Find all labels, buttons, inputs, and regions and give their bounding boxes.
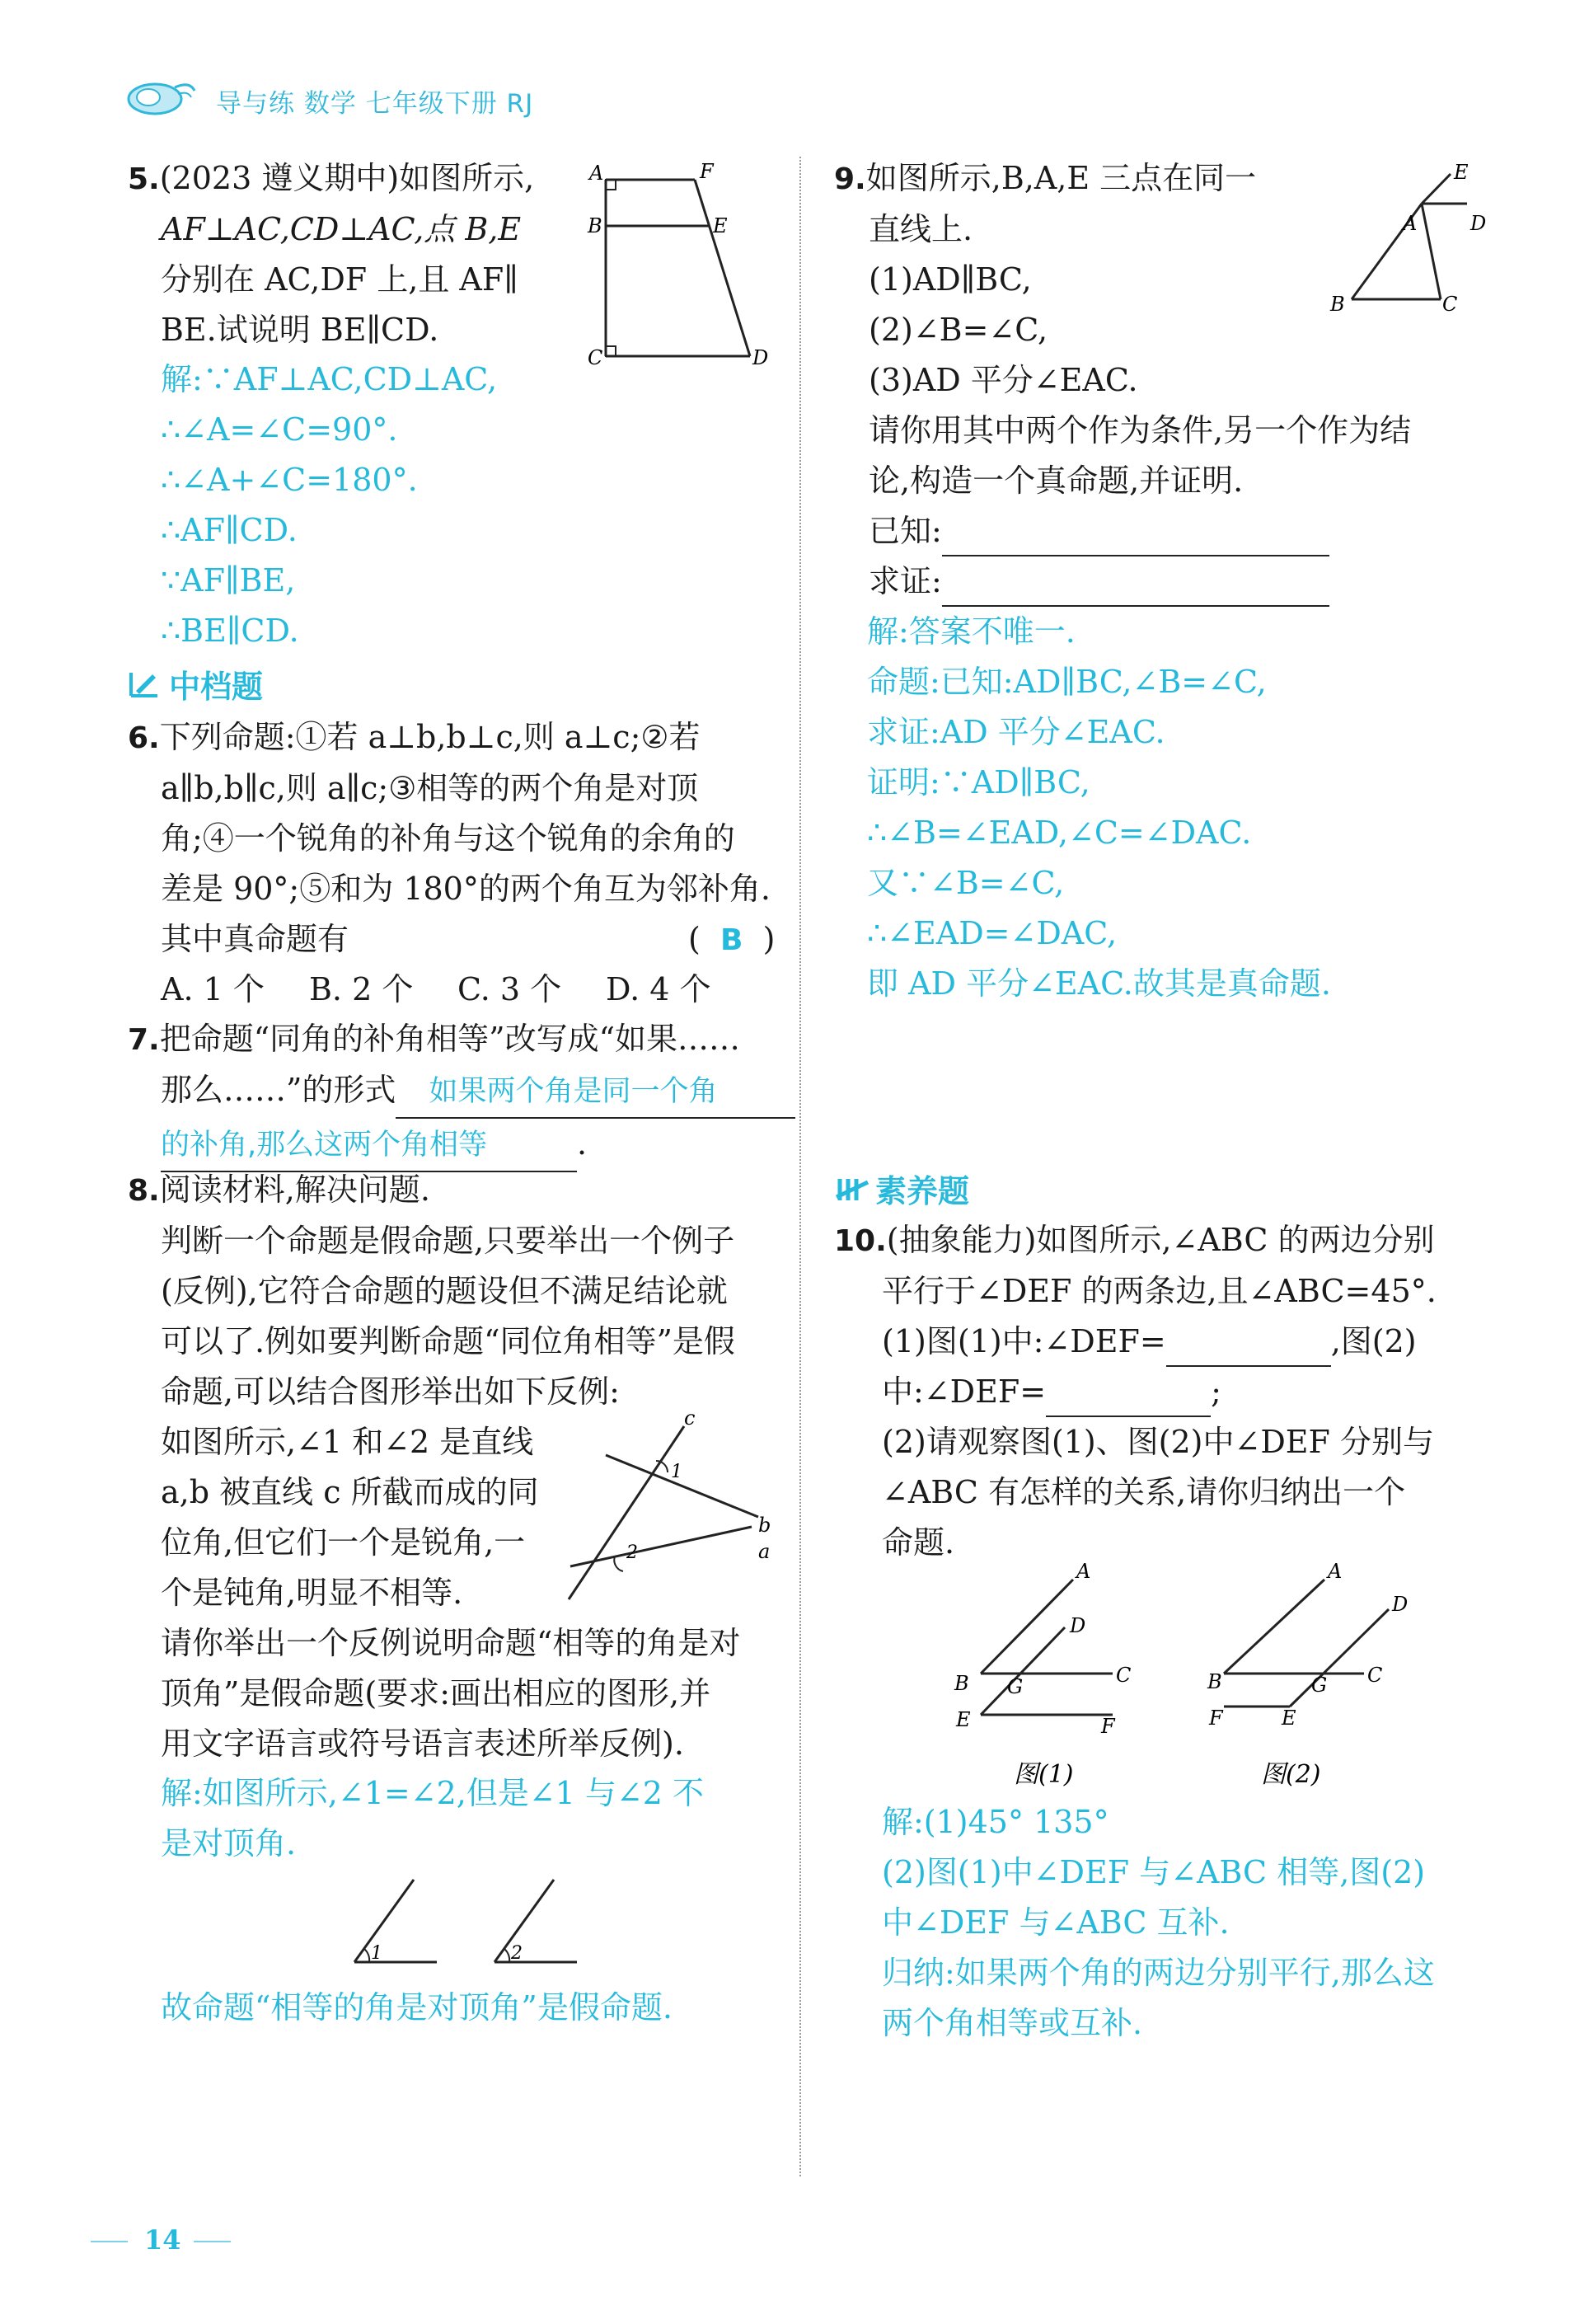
q10-line: (2)请观察图(1)、图(2)中∠DEF 分别与	[882, 1424, 1434, 1460]
q10-line4a: 中:∠DEF=	[882, 1373, 1047, 1410]
q9-line: 直线上.	[869, 211, 973, 247]
page-number-rule-left	[91, 2241, 128, 2242]
q6-line: 差是 90°;⑤和为 180°的两个角互为邻补角.	[161, 871, 771, 907]
q9-prove-blank	[942, 572, 1329, 607]
q10-solution-line: 中∠DEF 与∠ABC 互补.	[882, 1904, 1230, 1941]
q6-option-c: C. 3 个	[457, 971, 562, 1007]
q6-line: a∥b,b∥c,则 a∥c;③相等的两个角是对顶	[161, 770, 699, 806]
q10-f1-label-B: B	[954, 1672, 969, 1695]
q10-blank2	[1046, 1383, 1211, 1417]
q9-solution-line: ∴∠B=∠EAD,∠C=∠DAC.	[867, 815, 1252, 851]
q10-figure-2	[1199, 1558, 1422, 1797]
q8-line: 判断一个命题是假命题,只要举出一个例子	[161, 1223, 735, 1259]
q8-label-a: a	[758, 1540, 771, 1563]
page-number-rule-right	[194, 2241, 231, 2242]
q9-line: (1)AD∥BC,	[869, 261, 1032, 298]
q10-solution	[882, 1797, 1435, 2049]
q8-line: 阅读材料,解决问题.	[159, 1171, 430, 1208]
question-6	[128, 712, 820, 1015]
q5-label-C: C	[588, 346, 603, 369]
q8-conclusion-line: 故命题“相等的角是对顶角”是假命题.	[161, 1989, 673, 2026]
q8-line: (反例),它符合命题的题设但不满足结论就	[161, 1273, 728, 1309]
q8-sol-label-1: 1	[371, 1943, 382, 1964]
q8-figure	[560, 1410, 775, 1608]
q10-line: ∠ABC 有怎样的关系,请你归纳出一个	[882, 1474, 1406, 1510]
header-logo	[124, 76, 198, 117]
question-7	[128, 1014, 795, 1172]
page-number: 14	[144, 2224, 181, 2256]
q5-label-F: F	[700, 160, 714, 183]
q5-label-B: B	[588, 214, 602, 237]
q5-solution-line: ∴∠A=∠C=90°.	[161, 411, 398, 448]
q10-f1-label-E: E	[956, 1708, 971, 1731]
q8-solution-line: 解:如图所示,∠1=∠2,但是∠1 与∠2 不	[161, 1775, 705, 1811]
q9-solution-line: 解:答案不唯一.	[867, 613, 1076, 650]
q5-figure	[581, 157, 787, 371]
q5-solution-line: ∴BE∥CD.	[161, 613, 299, 649]
q7-end: .	[577, 1125, 588, 1162]
q9-solution-line: 求证:AD 平分∠EAC.	[867, 714, 1165, 750]
q10-line4b: ;	[1211, 1373, 1221, 1410]
q9-line: 论,构造一个真命题,并证明.	[869, 462, 1244, 499]
q8-line: 可以了.例如要判断命题“同位角相等”是假	[161, 1323, 735, 1359]
q10-figure-1	[948, 1558, 1154, 1797]
q6-line: 角;④一个锐角的补角与这个锐角的余角的	[161, 820, 735, 857]
q9-label-E: E	[1454, 161, 1469, 184]
q10-f1-label-A: A	[1076, 1560, 1091, 1583]
q5-solution-line: ∴AF∥CD.	[161, 512, 298, 548]
q6-stem-end: 其中真命题有	[161, 921, 349, 957]
q8-number: 8.	[128, 1174, 160, 1208]
q6-option-a: A. 1 个	[161, 971, 265, 1007]
q6-line: 下列命题:①若 a⊥b,b⊥c,则 a⊥c;②若	[159, 719, 701, 755]
q8-label-b: b	[758, 1514, 771, 1537]
q7-line1: 把命题“同角的补角相等”改写成“如果……	[159, 1021, 741, 1057]
section-mid-title: 中档题	[169, 669, 264, 705]
q9-label-A: A	[1403, 212, 1418, 235]
q9-known-label: 已知:	[869, 513, 942, 549]
q9-label-D: D	[1470, 212, 1487, 235]
q8-line: 命题,可以结合图形举出如下反例:	[161, 1373, 620, 1410]
q10-number: 10.	[834, 1224, 887, 1258]
q10-solution-line: 两个角相等或互补.	[882, 2005, 1143, 2041]
q9-label-B: B	[1330, 293, 1345, 316]
question-5	[128, 153, 534, 355]
q10-line: 命题.	[882, 1524, 955, 1561]
column-divider	[799, 157, 801, 2176]
q8-task-line: 请你举出一个反例说明命题“相等的角是对	[161, 1625, 741, 1661]
q8-solution-figure	[346, 1871, 593, 1970]
q10-line2: 平行于∠DEF 的两条边,且∠ABC=45°.	[882, 1273, 1437, 1309]
q5-solution-line: ∴∠A+∠C=180°.	[161, 462, 418, 498]
q10-f1-caption: 图(1)	[1014, 1760, 1074, 1789]
q10-f2-label-E: E	[1282, 1707, 1296, 1730]
q7-line2-prefix: 那么……”的形式	[161, 1072, 396, 1108]
q8-task-line: 用文字语言或符号语言表述所举反例).	[161, 1725, 684, 1762]
q9-solution-line: 即 AD 平分∠EAC.故其是真命题.	[867, 965, 1331, 1002]
q9-label-C: C	[1442, 293, 1458, 316]
q9-solution	[867, 607, 1331, 1009]
q6-answer-paren	[688, 914, 775, 965]
q5-line: AF⊥AC,CD⊥AC,点 B,E	[161, 211, 522, 247]
q9-line: 请你用其中两个作为条件,另一个作为结	[869, 412, 1412, 448]
q10-line3a: (1)图(1)中:∠DEF=	[882, 1323, 1166, 1359]
q8-label-1: 1	[671, 1462, 682, 1482]
q8-fig-line: a,b 被直线 c 所截而成的同	[161, 1474, 539, 1510]
q8-fig-line: 个是钝角,明显不相等.	[161, 1575, 463, 1611]
q5-label-D: D	[752, 346, 769, 369]
q10-line3b: ,图(2)	[1330, 1323, 1417, 1359]
q7-answer-part2: 的补角,那么这两个角相等	[161, 1120, 577, 1172]
q10-f1-label-F: F	[1101, 1715, 1115, 1738]
q10-solution-line: 解:(1)45° 135°	[882, 1804, 1109, 1840]
q8-sol-label-2: 2	[511, 1943, 523, 1964]
q10-f2-label-C: C	[1367, 1664, 1383, 1687]
q7-number: 7.	[128, 1023, 160, 1057]
q8-fig-line: 如图所示,∠1 和∠2 是直线	[161, 1424, 534, 1460]
header-title: 导与练 数学 七年级下册 RJ	[216, 89, 534, 119]
q10-f1-label-G: G	[1007, 1675, 1024, 1698]
q10-f2-label-F: F	[1209, 1707, 1223, 1730]
q6-option-d: D. 4 个	[606, 971, 711, 1007]
q10-blank1	[1166, 1332, 1331, 1367]
q8-solution	[161, 1768, 704, 1869]
q9-line: (2)∠B=∠C,	[869, 312, 1048, 348]
question-10	[834, 1215, 1437, 1568]
q10-f2-label-D: D	[1392, 1593, 1409, 1616]
q6-paren-close: )	[762, 921, 776, 957]
q10-solution-line: (2)图(1)中∠DEF 与∠ABC 相等,图(2)	[882, 1854, 1426, 1890]
q10-line1: (抽象能力)如图所示,∠ABC 的两边分别	[886, 1222, 1435, 1258]
q9-solution-line: 证明:∵AD∥BC,	[867, 764, 1090, 800]
section-lit-title: 素养题	[875, 1173, 970, 1209]
q10-f1-label-D: D	[1070, 1614, 1086, 1637]
section-mid-icon	[128, 668, 162, 704]
q8-conclusion	[161, 1983, 673, 2033]
q5-line: 分别在 AC,DF 上,且 AF∥	[161, 261, 518, 298]
q10-f2-label-G: G	[1311, 1674, 1328, 1697]
q9-solution-line: ∴∠EAD=∠DAC,	[867, 915, 1118, 951]
q10-f2-label-A: A	[1328, 1560, 1343, 1583]
q9-figure	[1319, 161, 1488, 317]
q10-solution-line: 归纳:如果两个角的两边分别平行,那么这	[882, 1955, 1435, 1991]
q9-known-blank	[942, 522, 1329, 556]
q5-solution-line: ∵AF∥BE,	[161, 562, 296, 599]
q8-task-line: 顶角”是假命题(要求:画出相应的图形,并	[161, 1675, 711, 1711]
q5-label-E: E	[713, 214, 728, 237]
q5-number: 5.	[128, 162, 160, 196]
q9-number: 9.	[834, 162, 866, 196]
q9-solution-line: 又∵∠B=∠C,	[867, 865, 1065, 901]
q10-f2-caption: 图(2)	[1261, 1760, 1321, 1789]
q8-fig-line: 位角,但它们一个是锐角,一	[161, 1524, 526, 1561]
q10-f2-label-B: B	[1207, 1670, 1222, 1693]
q5-label-A: A	[589, 162, 604, 185]
q7-answer-part1: 如果两个角是同一个角	[396, 1067, 795, 1119]
q9-solution-line: 命题:已知:AD∥BC,∠B=∠C,	[867, 664, 1267, 700]
q5-line: BE.试说明 BE∥CD.	[161, 312, 439, 348]
q9-line: 如图所示,B,A,E 三点在同一	[865, 160, 1257, 196]
q9-line: (3)AD 平分∠EAC.	[869, 362, 1138, 398]
section-lit-icon	[835, 1172, 871, 1209]
q8-solution-line: 是对顶角.	[161, 1825, 297, 1862]
q6-paren-open: (	[688, 921, 701, 957]
q6-number: 6.	[128, 721, 160, 755]
q6-option-b: B. 2 个	[309, 971, 414, 1007]
q5-solution-line: 解:∵AF⊥AC,CD⊥AC,	[161, 361, 498, 397]
q8-label-c: c	[684, 1410, 696, 1430]
q6-answer: B	[720, 923, 743, 957]
q8-label-2: 2	[626, 1542, 638, 1563]
q5-line: (2023 遵义期中)如图所示,	[159, 160, 535, 196]
q9-prove-label: 求证:	[869, 563, 942, 599]
q10-f1-label-C: C	[1116, 1664, 1132, 1687]
q5-solution	[161, 354, 497, 656]
